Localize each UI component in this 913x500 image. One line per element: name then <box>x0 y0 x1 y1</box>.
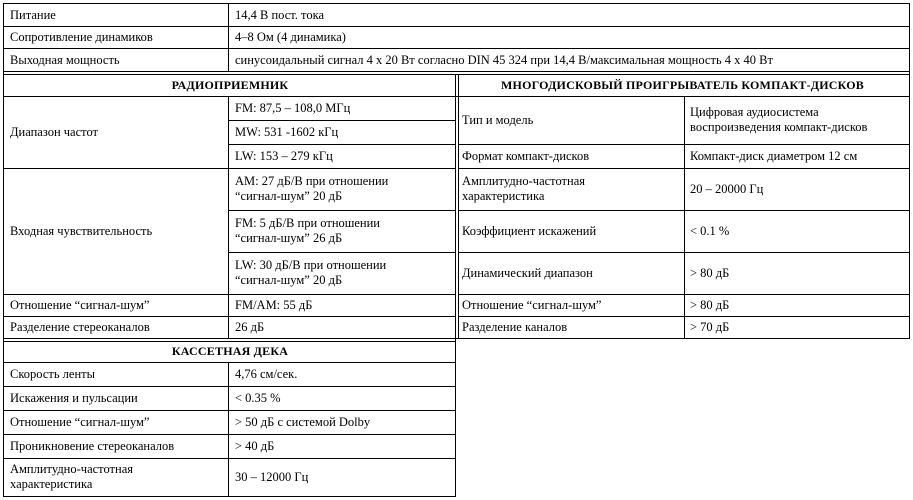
cassette-snr-label: Отношение “сигнал-шум” <box>10 414 150 429</box>
cd-sep-value: > 70 дБ <box>690 319 730 334</box>
rule <box>228 120 456 121</box>
cd-snr-label: Отношение “сигнал-шум” <box>462 297 602 312</box>
cd-snr-value: > 80 дБ <box>690 297 730 312</box>
radio-snr-value: FM/AM: 55 дБ <box>235 297 313 312</box>
rule <box>458 316 910 317</box>
cd-freqresp-label: Амплитудно-частотная характеристика <box>462 174 585 203</box>
cassette-speed-value: 4,76 см/сек. <box>235 366 298 381</box>
rule <box>909 3 910 339</box>
cd-dynamic-label: Динамический диапазон <box>462 265 593 280</box>
cd-freqresp-value: 20 – 20000 Гц <box>690 181 764 196</box>
cassette-section-title: КАССЕТНАЯ ДЕКА <box>171 343 289 358</box>
radio-freq-label: Диапазон частот <box>10 124 98 139</box>
rule <box>3 294 456 295</box>
cassette-crosstalk-value: > 40 дБ <box>235 438 275 453</box>
rule <box>3 71 910 72</box>
rule <box>684 96 685 339</box>
radio-freq-lw: LW: 153 – 279 кГц <box>235 148 333 163</box>
radio-sens-am: AM: 27 дБ/В при отношении “сигнал-шум” 20 дБ <box>235 174 389 203</box>
top-impedance-value: 4–8 Ом (4 динамика) <box>235 29 346 44</box>
rule <box>458 294 910 295</box>
rule <box>3 3 4 497</box>
rule <box>3 74 910 75</box>
radio-snr-label: Отношение “сигнал-шум” <box>10 297 150 312</box>
cd-type-label: Тип и модель <box>462 112 534 127</box>
cassette-snr-value: > 50 дБ с системой Dolby <box>235 414 371 429</box>
rule <box>228 144 456 145</box>
rule <box>3 316 456 317</box>
rule <box>3 96 910 97</box>
top-output-value: синусоидальный сигнал 4 x 20 Вт согласно DIN 45 324 при 14,4 В/максимальная мощность 4 x 40 Вт <box>235 52 773 67</box>
rule <box>3 168 456 169</box>
radio-sens-fm: FM: 5 дБ/В при отношении “сигнал-шум” 26 дБ <box>235 216 380 245</box>
cd-sep-label: Разделение каналов <box>462 319 568 334</box>
rule <box>228 210 456 211</box>
rule <box>458 210 910 211</box>
cassette-freqresp-label: Амплитудно-частотная характеристика <box>10 462 133 491</box>
rule <box>228 3 229 72</box>
radio-sens-lw: LW: 30 дБ/В при отношении “сигнал-шум” 20 дБ <box>235 258 387 287</box>
rule <box>3 458 456 459</box>
radio-sens-label: Входная чувствительность <box>10 223 153 238</box>
rule <box>228 96 229 339</box>
rule <box>458 252 910 253</box>
rule <box>3 386 456 387</box>
cd-format-value: Компакт-диск диаметром 12 см <box>690 148 858 163</box>
rule <box>455 74 456 339</box>
top-power-value: 14,4 В пост. тока <box>235 7 325 22</box>
rule <box>3 362 456 363</box>
rule <box>3 3 910 4</box>
rule <box>458 144 910 145</box>
rule <box>3 341 456 342</box>
cassette-wow-value: < 0.35 % <box>235 390 281 405</box>
rule <box>3 434 456 435</box>
cd-distortion-value: < 0.1 % <box>690 223 730 238</box>
rule <box>228 252 456 253</box>
rule <box>3 26 910 27</box>
rule <box>3 48 910 49</box>
rule <box>458 168 910 169</box>
radio-sep-label: Разделение стереоканалов <box>10 319 150 334</box>
cd-dynamic-value: > 80 дБ <box>690 265 730 280</box>
radio-sep-value: 26 дБ <box>235 319 265 334</box>
radio-freq-mw: MW: 531 -1602 кГц <box>235 124 339 139</box>
rule <box>458 74 459 339</box>
rule <box>3 410 456 411</box>
cd-distortion-label: Коэффициент искажений <box>462 223 597 238</box>
rule <box>228 362 229 497</box>
radio-freq-fm: FM: 87,5 – 108,0 МГц <box>235 100 351 115</box>
top-power-label: Питание <box>10 7 56 22</box>
rule <box>3 496 456 497</box>
cassette-freqresp-value: 30 – 12000 Гц <box>235 469 309 484</box>
cd-format-label: Формат компакт-дисков <box>462 148 590 163</box>
top-output-label: Выходная мощность <box>10 52 120 67</box>
cassette-wow-label: Искажения и пульсации <box>10 390 138 405</box>
cd-type-value: Цифровая аудиосистема воспроизведения компакт-дисков <box>690 105 868 134</box>
cassette-speed-label: Скорость ленты <box>10 366 96 381</box>
rule <box>3 338 910 339</box>
cassette-crosstalk-label: Проникновение стереоканалов <box>10 438 175 453</box>
cd-section-title: МНОГОДИСКОВЫЙ ПРОИГРЫВАТЕЛЬ КОМПАКТ-ДИСКОВ <box>501 77 864 92</box>
top-impedance-label: Сопротивление динамиков <box>10 29 153 44</box>
radio-section-title: РАДИОПРИЕМНИК <box>171 77 289 92</box>
